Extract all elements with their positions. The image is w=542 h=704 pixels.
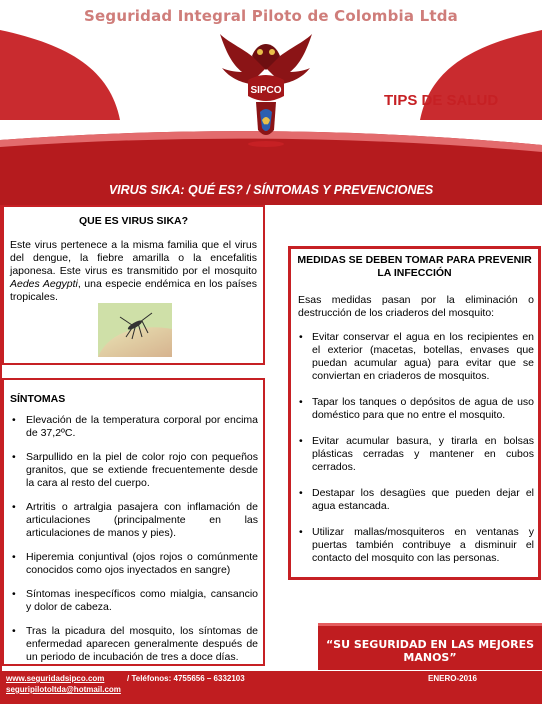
symptom-item: • Artritis o artralgia pasajera con inflamación de articulaciones (principalmente en las articulaciones de manos y pies). bbox=[10, 501, 258, 540]
phone-numbers: / Teléfonos: 4755656 – 6332103 bbox=[127, 674, 245, 683]
symptom-item: • Sarpullido en la piel de color rojo con pequeños granitos, que se extiende frecuentemente desde la cara al resto del cuerpo. bbox=[10, 451, 258, 490]
measure-item: • Utilizar mallas/mosquiteros en ventanas y puertas también contribuye a disminuir el contacto del mosquito con las personas. bbox=[298, 526, 534, 565]
tips-de-salud-heading: TIPS DE SALUD bbox=[384, 92, 499, 109]
slogan-banner bbox=[318, 623, 542, 670]
symptoms-box bbox=[2, 378, 265, 666]
what-is-box bbox=[2, 205, 265, 365]
measure-item: • Evitar acumular basura, y tirarla en bolsas plásticas cerradas y mantener en cubos cerrados. bbox=[298, 435, 534, 474]
company-name: Seguridad Integral Piloto de Colombia Ltda bbox=[84, 7, 458, 25]
measure-item: • Tapar los tanques o depósitos de agua de uso doméstico para que no entre el mosquito. bbox=[298, 396, 534, 422]
symptoms-list bbox=[10, 414, 258, 675]
logo-text: SIPCO bbox=[250, 85, 282, 96]
footer-bar bbox=[0, 671, 542, 704]
what-is-text-2: , una especie endémica en los países tropicales. bbox=[10, 278, 257, 303]
measures-intro: Esas medidas pasan por la eliminación o destrucción de los criaderos del mosquito: bbox=[298, 294, 534, 319]
document-date: ENERO-2016 bbox=[428, 674, 477, 683]
document-subtitle: VIRUS SIKA: QUÉ ES? / SÍNTOMAS Y PREVENCIONES bbox=[108, 183, 434, 197]
right-decorative-curve bbox=[266, 205, 542, 625]
email-link[interactable]: seguripilotoltda@hotmail.com bbox=[6, 685, 121, 694]
sipco-eagle-logo bbox=[218, 30, 314, 160]
website-link[interactable]: www.seguridadsipco.com bbox=[6, 674, 105, 683]
what-is-body bbox=[10, 239, 257, 304]
measures-title: MEDIDAS SE DEBEN TOMAR PARA PREVENIR LA INFECCIÓN bbox=[297, 254, 532, 279]
symptom-item: • Tras la picadura del mosquito, los síntomas de enfermedad aparecen generalmente después de un periodo de incubación de tres a doce días. bbox=[10, 625, 258, 664]
measure-item: • Destapar los desagües que pueden dejar el agua estancada. bbox=[298, 487, 534, 513]
what-is-text-1: Este virus pertenece a la misma familia que el virus del dengue, la fiebre amarilla o la encefalitis japonesa. Este virus es transmitido por el mosquito bbox=[10, 239, 257, 277]
slogan-text: “SU SEGURIDAD EN LAS MEJORES MANOS” bbox=[325, 638, 535, 664]
symptoms-title: SÍNTOMAS bbox=[10, 393, 66, 405]
mosquito-species: Aedes Aegypti bbox=[10, 278, 78, 290]
symptom-item: • Elevación de la temperatura corporal por encima de 37,2ºC. bbox=[10, 414, 258, 440]
symptom-item: • Síntomas inespecíficos como mialgia, cansancio y dolor de cabeza. bbox=[10, 588, 258, 614]
mosquito-photo bbox=[98, 303, 172, 357]
what-is-title: QUE ES VIRUS SIKA? bbox=[78, 215, 189, 227]
measure-item: • Evitar conservar el agua en los recipientes en el exterior (macetas, botellas, envases que puedan acumular agua) para evitar que se conviertan en criaderos de mosquitos. bbox=[298, 331, 534, 383]
symptom-item: • Hiperemia conjuntival (ojos rojos o comúnmente conocidos como ojos inyectados en sangre) bbox=[10, 551, 258, 577]
header-swoosh bbox=[0, 30, 120, 120]
